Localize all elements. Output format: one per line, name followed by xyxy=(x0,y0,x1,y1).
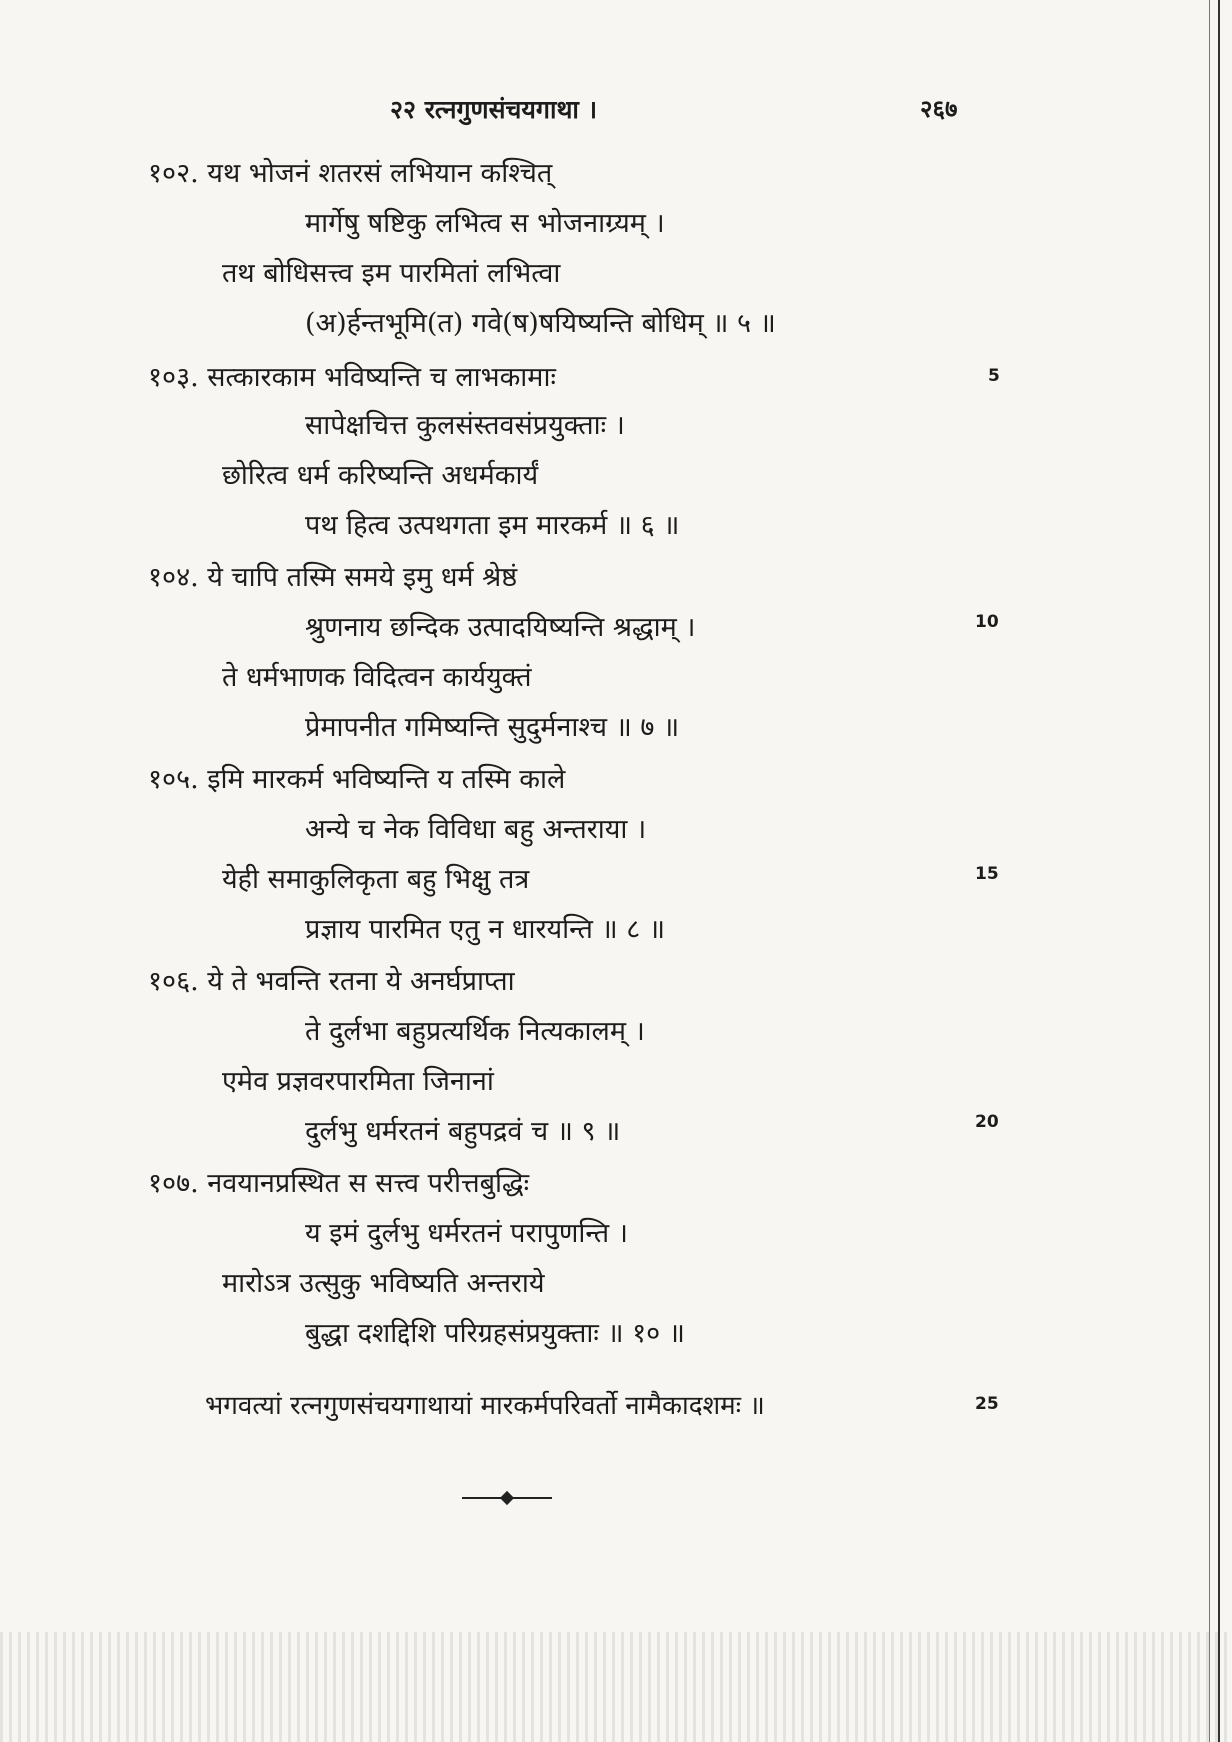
verse-line: ते धर्मभाणक विदित्वन कार्ययुक्तं xyxy=(222,662,532,693)
verse-line: १०५. इमि मारकर्म भविष्यन्ति य तस्मि काले xyxy=(148,764,566,795)
verse-line: सापेक्षचित्त कुलसंस्तवसंप्रयुक्ताः । xyxy=(305,410,625,441)
margin-line-number: 20 xyxy=(975,1112,999,1132)
verse-line: श्रुणनाय छन्दिक उत्पादयिष्यन्ति श्रद्धाम् । xyxy=(305,612,696,643)
verse-line: (अ)र्हन्तभूमि(त) गवे(ष)षयिष्यन्ति बोधिम् ॥ ५ ॥ xyxy=(305,308,776,339)
margin-line-number: 25 xyxy=(975,1394,999,1414)
verse-line: ते दुर्लभा बहुप्रत्यर्थिक नित्यकालम् । xyxy=(305,1016,645,1047)
verse-line: प्रज्ञाय पारमित एतु न धारयन्ति ॥ ८ ॥ xyxy=(305,914,665,945)
verse-line: य इमं दुर्लभु धर्मरतनं परापुणन्ति । xyxy=(305,1218,628,1249)
chapter-colophon: भगवत्यां रत्नगुणसंचयगाथायां मारकर्मपरिवर्तो नामैकादशमः ॥ xyxy=(205,1391,765,1421)
verse-line: बुद्धा दशद्दिशि परिग्रहसंप्रयुक्ताः ॥ १० ॥ xyxy=(305,1318,685,1349)
verse-line: दुर्लभु धर्मरतनं बहुपद्रवं च ॥ ९ ॥ xyxy=(305,1116,621,1147)
verse-line: १०४. ये चापि तस्मि समये इमु धर्म श्रेष्ठं xyxy=(148,562,518,593)
page-border xyxy=(1218,0,1220,1742)
page-border-inner xyxy=(1209,0,1210,1742)
verse-line: १०२. यथ भोजनं शतरसं लभियान कश्चित् xyxy=(148,158,553,189)
verse-line: तथ बोधिसत्त्व इम पारमितां लभित्वा xyxy=(222,258,561,289)
margin-line-number: 10 xyxy=(975,612,999,632)
verse-line: प्रेमापनीत गमिष्यन्ति सुदुर्मनाश्च ॥ ७ ॥ xyxy=(305,712,680,743)
verse-line: १०६. ये ते भवन्ति रतना ये अनर्घप्राप्ता xyxy=(148,966,515,997)
verse-line: पथ हित्व उत्पथगता इम मारकर्म ॥ ६ ॥ xyxy=(305,510,680,541)
verse-line: १०७. नवयानप्रस्थित स सत्त्व परीत्तबुद्धिः xyxy=(148,1168,530,1199)
verse-line: १०३. सत्कारकाम भविष्यन्ति च लाभकामाः xyxy=(148,362,556,393)
ornamental-divider xyxy=(462,1497,552,1499)
verse-line: छोरित्व धर्म करिष्यन्ति अधर्मकार्यं xyxy=(222,460,539,491)
verse-line: येही समाकुलिकृता बहु भिक्षु तत्र xyxy=(222,864,530,895)
verse-line: एमेव प्रज्ञवरपारमिता जिनानां xyxy=(222,1066,494,1097)
running-header: २२ रत्नगुणसंचयगाथा । xyxy=(390,95,598,124)
margin-line-number: 15 xyxy=(975,864,999,884)
verse-line: मार्गेषु षष्टिकु लभित्व स भोजनाग्र्यम् । xyxy=(305,208,665,239)
verse-line: अन्ये च नेक विविधा बहु अन्तराया । xyxy=(305,814,647,845)
margin-line-number: 5 xyxy=(988,366,1000,386)
scan-noise xyxy=(0,1632,1232,1742)
verse-line: मारोऽत्र उत्सुकु भविष्यति अन्तराये xyxy=(222,1268,545,1299)
page-number: २६७ xyxy=(920,94,958,123)
